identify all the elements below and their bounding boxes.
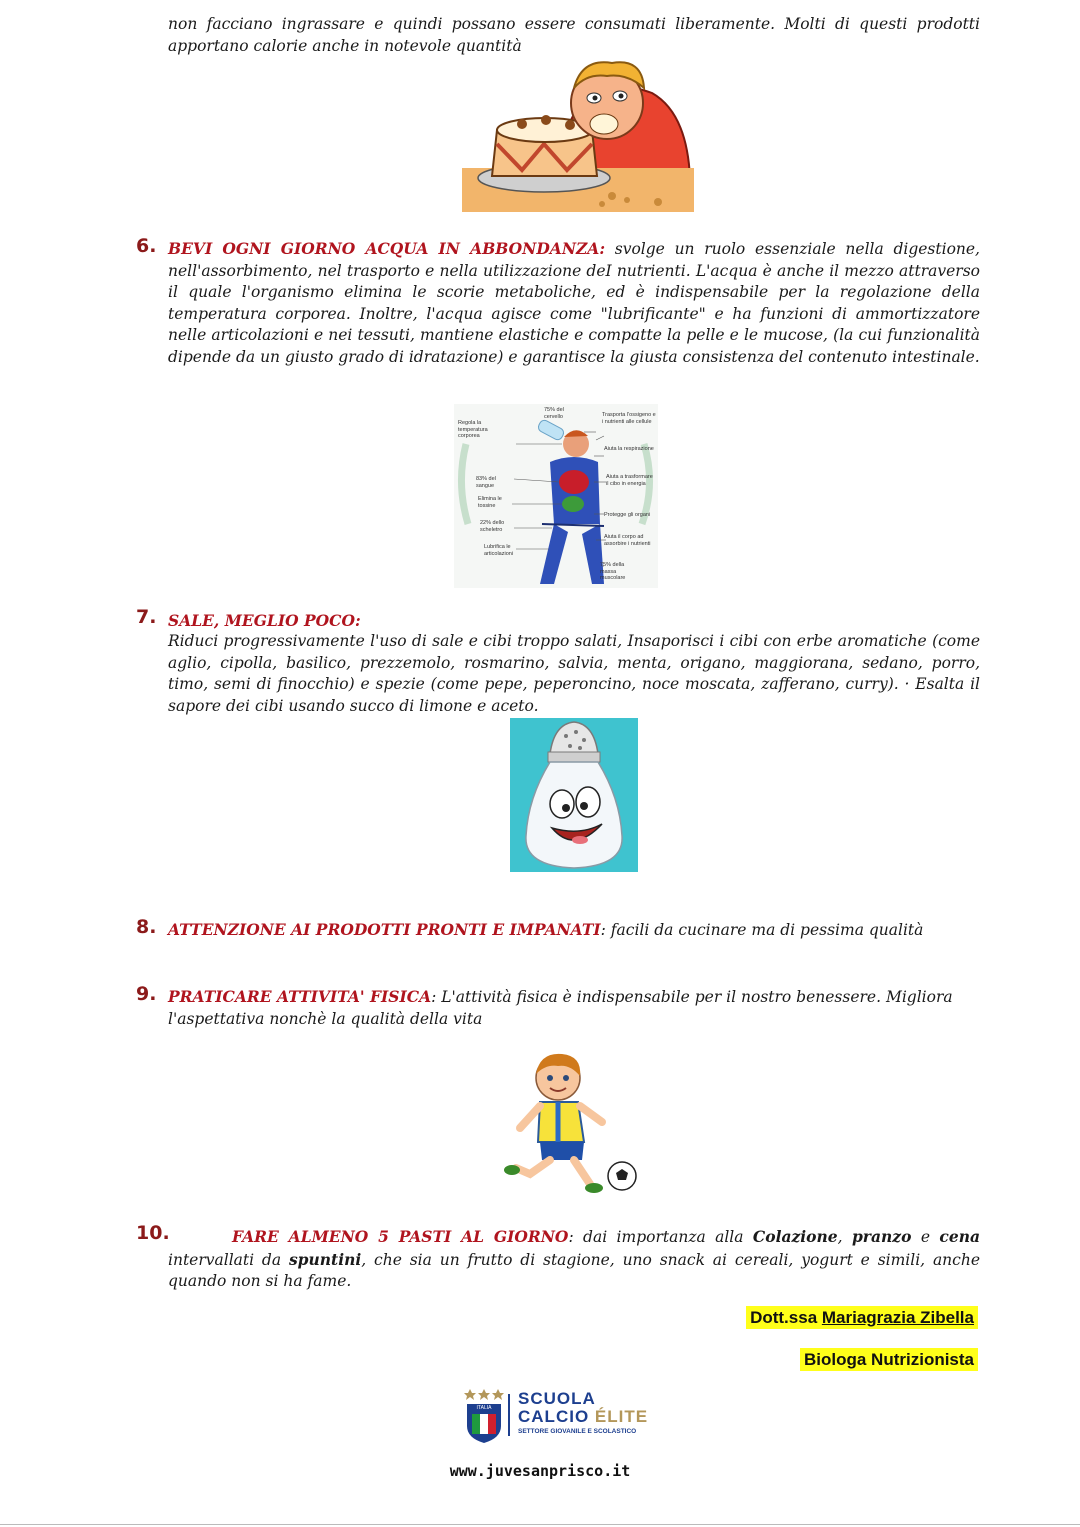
item-10-paragraph <box>168 1226 980 1293</box>
intro-paragraph <box>168 14 980 57</box>
signature-role: Biologa Nutrizionista <box>800 1348 978 1371</box>
label-skeleton: 22% dello scheletro <box>480 520 505 533</box>
item-10-bold-pranzo: pranzo <box>851 1227 912 1246</box>
item-10-text-d: intervallati da <box>168 1250 289 1269</box>
signature-name-line <box>746 1308 978 1328</box>
signature-prefix: Dott.ssa <box>750 1308 822 1327</box>
item-10-text-a: : dai importanza alla <box>568 1228 753 1246</box>
item-8-heading: ATTENZIONE AI PRODOTTI PRONTI E IMPANATI <box>168 920 601 939</box>
item-10-bold-spuntini: spuntini <box>288 1249 362 1269</box>
item-number-9: 9. <box>136 983 157 1005</box>
item-7-heading-line <box>168 610 980 633</box>
item-8-text: : facili da cucinare ma di pessima qualità <box>600 921 924 939</box>
salt-shaker-illustration <box>510 718 638 872</box>
item-6-text: svolge un ruolo essenziale nella digestione, nell'assorbimento, nel trasporto e nella utilizzazione deI nutrienti. L'acqua è anche il mezzo attraverso il quale l'organismo elimina le scorie metaboliche, ed è indispensabile per la regolazione della temperatura corporea. Inoltre, l'acqua agisce come "lubrificante" e ha funzioni di ammortizzatore nelle articolazioni e nei tessuti, mantiene elastiche e compatte la pelle e le mucose, (la cui funzionalità dipende da un giusto grado di idratazione) e garantisce la giusta consistenza del contenuto intestinale. <box>168 240 980 366</box>
label-temperature: Regola la temperatura corporea <box>458 420 488 439</box>
logo-line2b: ÉLITE <box>594 1407 649 1426</box>
overeating-illustration <box>462 58 694 212</box>
label-organs: Protegge gli organi <box>604 512 651 518</box>
label-energy: Aiuta a trasformare il cibo in energia <box>606 474 653 487</box>
item-9-paragraph <box>168 986 958 1030</box>
scuola-calcio-elite-logo <box>462 1386 662 1444</box>
label-blood: 83% del sangue <box>476 476 496 489</box>
item-number-10: 10. <box>136 1222 170 1244</box>
item-8-paragraph <box>168 919 980 942</box>
item-6-heading: BEVI OGNI GIORNO ACQUA IN ABBONDANZA: <box>168 239 606 258</box>
item-9-heading: PRATICARE ATTIVITA' FISICA <box>168 987 432 1006</box>
item-10-text-e: , che sia un frutto di stagione, uno snack ai cereali, yogurt e simili, anche quando non si ha fame. <box>168 1250 981 1290</box>
item-10-text-c: e <box>911 1228 940 1246</box>
item-7-text: Riduci progressivamente l'uso di sale e cibi troppo salati, Insaporisci i cibi con erbe aromatiche (come aglio, cipolla, basilico, prezzemolo, rosmarino, salvia, menta, origano, maggiorana, sedano, porro, timo, semi di finocchio) e spezie (come pepe, peperoncino, noce moscata, zafferano, curry). · Esalta il sapore dei cibi usando succo di limone e aceto. <box>168 632 980 715</box>
signature-role-line <box>800 1350 978 1370</box>
item-7-heading: SALE, MEGLIO POCO: <box>168 611 361 630</box>
badge-text: ITALIA <box>476 1405 492 1411</box>
label-toxins: Elimina le tossine <box>478 496 502 509</box>
signature-name-highlight <box>746 1306 978 1329</box>
label-muscle: 75% della massa muscolare <box>600 562 626 581</box>
label-joints: Lubrifica le articolazioni <box>484 544 514 557</box>
item-number-8: 8. <box>136 916 157 938</box>
item-9-text: : L'attività fisica è indispensabile per il nostro benessere. Migliora l'aspettativa nonchè la qualità della vita <box>168 988 953 1028</box>
signature-name: Mariagrazia Zibella <box>821 1308 974 1327</box>
logo-line2: CALCIO <box>518 1407 590 1426</box>
logo-divider <box>508 1394 510 1436</box>
water-body-infographic <box>454 404 658 588</box>
intro-text: non facciano ingrassare e quindi possano essere consumati liberamente. Molti di questi prodotti apportano calorie anche in notevole quantità <box>168 15 980 55</box>
item-10-bold-colazione: Colazione <box>752 1227 838 1246</box>
item-7-paragraph <box>168 631 980 717</box>
item-number-7: 7. <box>136 606 157 628</box>
item-10-heading: FARE ALMENO 5 PASTI AL GIORNO <box>232 1227 569 1246</box>
item-number-6: 6. <box>136 235 157 257</box>
label-brain: 75% del cervello <box>544 407 564 420</box>
logo-line2-wrap <box>518 1408 648 1425</box>
logo-line3: SETTORE GIOVANILE E SCOLASTICO <box>518 1428 637 1435</box>
page-bottom-divider <box>0 1524 1080 1525</box>
item-10-text-b: , <box>837 1228 852 1246</box>
label-respiration: Aiuta la respirazione <box>604 446 654 452</box>
website-link[interactable]: www.juvesanprisco.it <box>449 1462 631 1480</box>
soccer-kid-illustration <box>500 1048 640 1198</box>
logo-line1: SCUOLA <box>518 1389 596 1408</box>
label-oxygen: Trasporta l'ossigeno e i nutrienti alle cellule <box>602 412 656 425</box>
item-6-paragraph <box>168 238 980 368</box>
label-absorb: Aiuta il corpo ad assorbire i nutrienti <box>604 534 651 547</box>
figc-shield-icon <box>462 1386 506 1444</box>
item-10-bold-cena: cena <box>939 1227 981 1246</box>
